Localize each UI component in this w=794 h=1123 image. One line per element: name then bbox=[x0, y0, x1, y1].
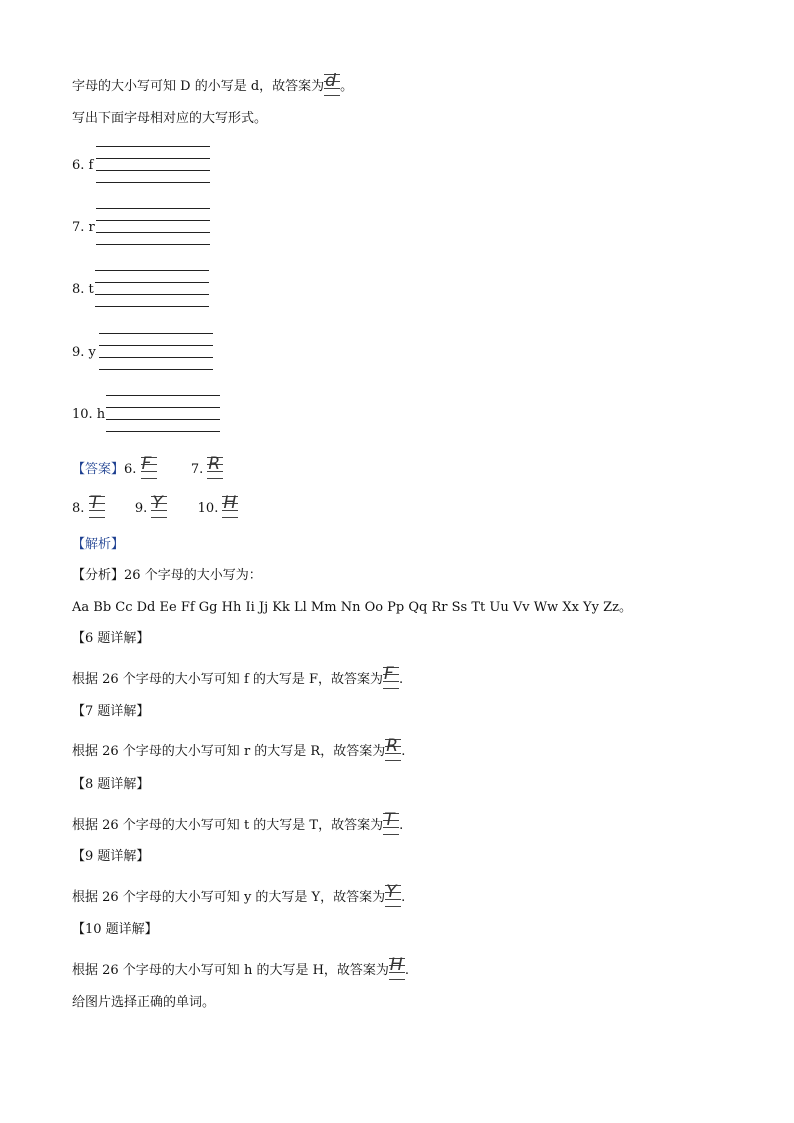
question-label: 6. f bbox=[72, 158, 94, 173]
answer-glyph: F bbox=[141, 457, 157, 479]
answer-row: 8. T 9. Y 10. H bbox=[72, 496, 238, 518]
alphabet-line: Aa Bb Cc Dd Ee Ff Gg Hh Ii Jj Kk Ll Mm Nn Oo Pp Qq Rr Ss Tt Uu Vv Ww Xx Yy Zz。 bbox=[72, 600, 632, 615]
question-label: 10. h bbox=[72, 407, 106, 422]
detail-text: 根据 26 个字母的大小写可知 y 的大写是 Y，故答案为 Y . bbox=[72, 882, 406, 905]
question-label: 9. y bbox=[72, 345, 96, 360]
analysis-tag: 【解析】 bbox=[72, 537, 125, 552]
answer-glyph: T bbox=[383, 813, 399, 835]
answer-glyph: F bbox=[383, 667, 399, 689]
fenxi-tag: 【分析】 bbox=[72, 568, 125, 583]
instruction: 写出下面字母相对应的大写形式。 bbox=[72, 111, 268, 126]
analysis-line: 【分析】26 个字母的大小写为： bbox=[72, 568, 262, 583]
answer-tag: 【答案】 bbox=[72, 462, 125, 477]
detail-heading: 【6 题详解】 bbox=[72, 631, 150, 646]
answer-glyph: H bbox=[222, 496, 238, 518]
detail-text: 根据 26 个字母的大小写可知 f 的大写是 F，故答案为 F . bbox=[72, 664, 404, 687]
answer-row: 【答案】6. F 7. R bbox=[72, 457, 223, 479]
writing-grid[interactable] bbox=[99, 333, 213, 369]
question-label: 8. t bbox=[72, 282, 94, 297]
writing-grid[interactable] bbox=[106, 395, 220, 431]
detail-text: 根据 26 个字母的大小写可知 t 的大写是 T，故答案为 T . bbox=[72, 810, 404, 833]
answer-glyph: R bbox=[207, 457, 223, 479]
question-label: 7. r bbox=[72, 220, 95, 235]
intro-line: 字母的大小写可知 D 的小写是 d，故答案为 d 。 bbox=[72, 71, 354, 94]
detail-text: 根据 26 个字母的大小写可知 r 的大写是 R，故答案为 R . bbox=[72, 736, 406, 759]
writing-grid[interactable] bbox=[95, 270, 209, 306]
answer-glyph: H bbox=[389, 958, 405, 980]
answer-glyph: T bbox=[89, 496, 105, 518]
detail-heading: 【9 题详解】 bbox=[72, 849, 150, 864]
detail-heading: 【7 题详解】 bbox=[72, 704, 150, 719]
writing-grid[interactable] bbox=[96, 208, 210, 244]
detail-heading: 【8 题详解】 bbox=[72, 777, 150, 792]
answer-glyph: R bbox=[385, 739, 401, 761]
answer-glyph: d bbox=[324, 74, 340, 96]
intro-text: 字母的大小写可知 D 的小写是 d，故答案为 bbox=[72, 79, 325, 94]
writing-grid[interactable] bbox=[96, 146, 210, 182]
next-instruction: 给图片选择正确的单词。 bbox=[72, 995, 216, 1010]
detail-text: 根据 26 个字母的大小写可知 h 的大写是 H，故答案为 H . bbox=[72, 955, 410, 978]
answer-glyph: Y bbox=[385, 885, 401, 907]
detail-heading: 【10 题详解】 bbox=[72, 922, 158, 937]
answer-glyph: Y bbox=[151, 496, 167, 518]
